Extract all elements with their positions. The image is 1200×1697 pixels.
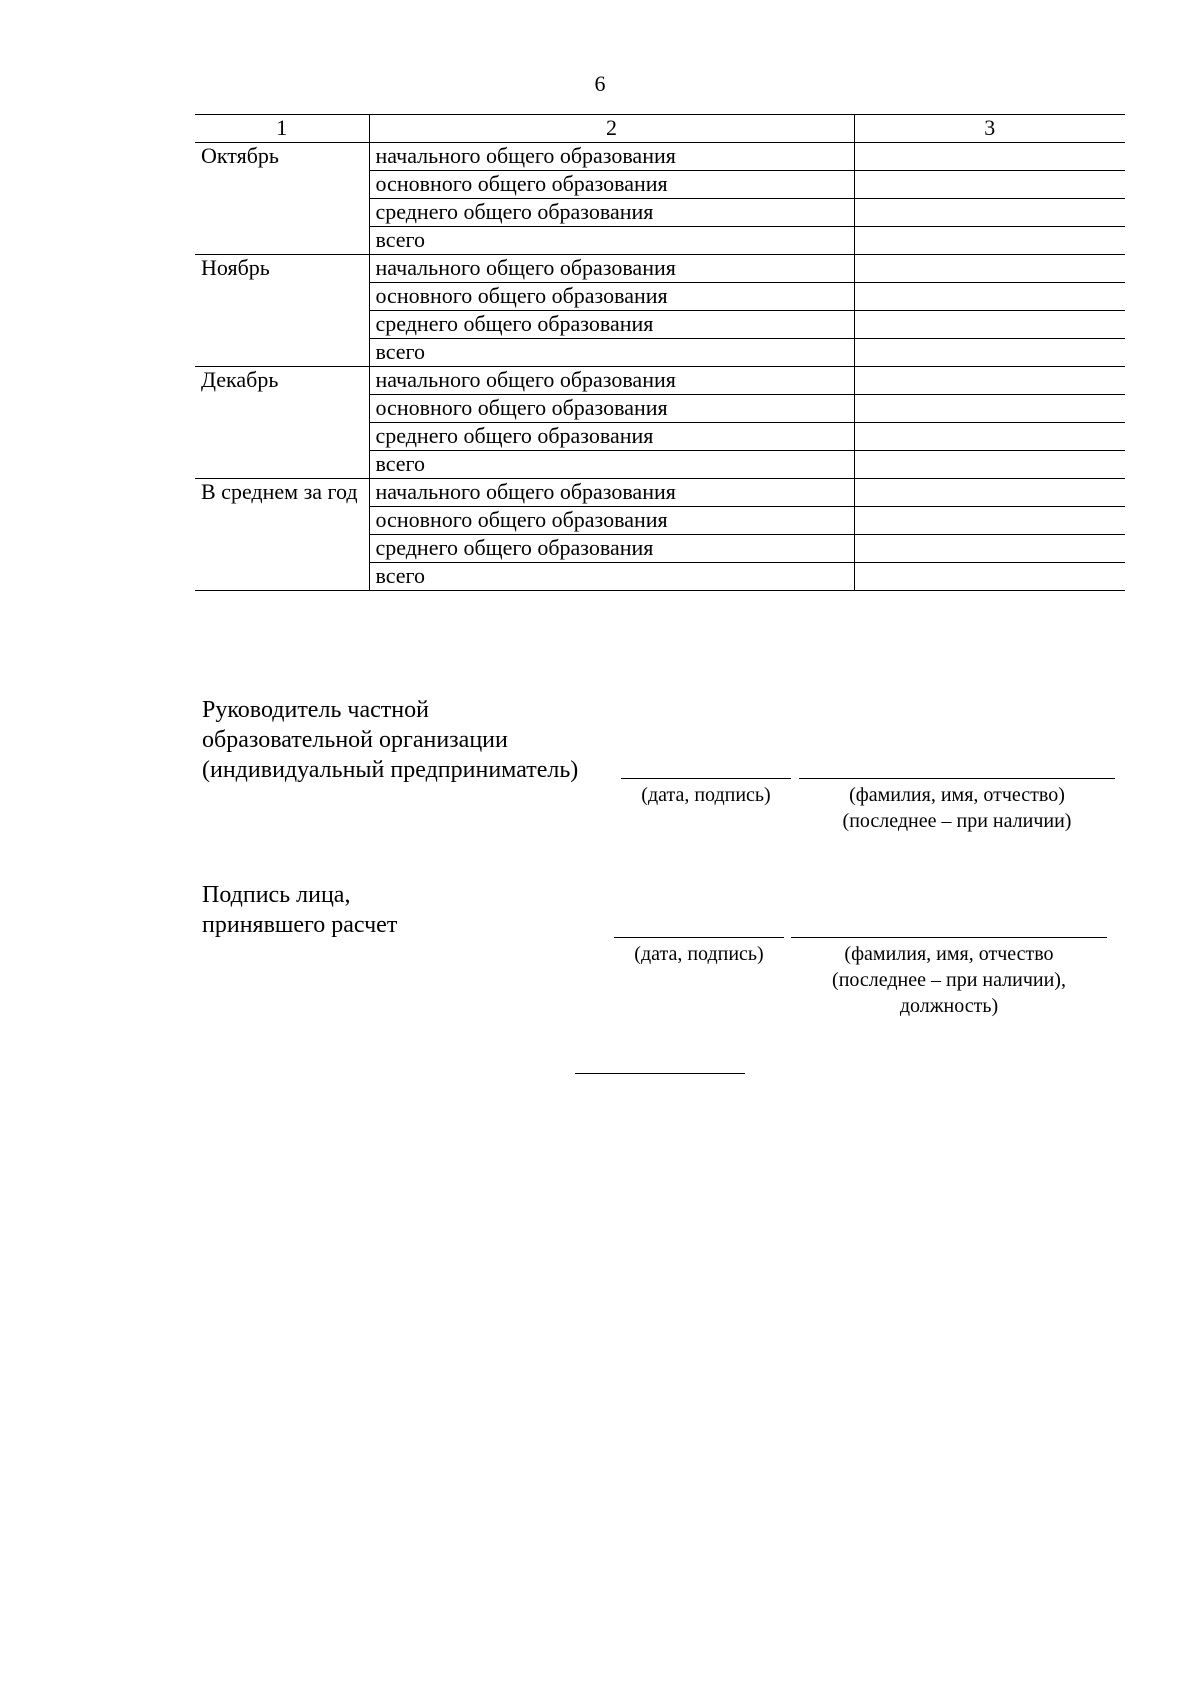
value-cell [854,199,1125,227]
head-name-caption [799,782,1115,834]
value-cell [854,171,1125,199]
value-cell [854,227,1125,255]
value-cell [854,451,1125,479]
period-cell: Ноябрь [195,255,369,367]
education-level-cell: всего [369,451,854,479]
education-level-cell: основного общего образования [369,171,854,199]
education-level-cell: среднего общего образования [369,535,854,563]
education-level-cell: среднего общего образования [369,199,854,227]
value-cell [854,143,1125,171]
table-row [195,143,1125,171]
receiver-name-caption [791,941,1107,1019]
head-name-line [799,778,1115,779]
receiver-signature-label [202,880,397,940]
table-header-row [195,115,1125,143]
head-date-caption: (дата, подпись) [641,784,771,806]
education-level-cell: основного общего образования [369,507,854,535]
value-cell [854,535,1125,563]
caption-line: должность) [899,995,999,1017]
head-date-signature-line [621,778,791,779]
period-cell: Декабрь [195,367,369,479]
receiver-name-line [791,937,1107,938]
education-level-cell: среднего общего образования [369,311,854,339]
education-level-cell: всего [369,339,854,367]
table-row [195,367,1125,395]
table-row [195,479,1125,507]
caption-line: (фамилия, имя, отчество [844,943,1054,965]
caption-line: (последнее – при наличии) [842,810,1072,832]
education-level-cell: основного общего образования [369,395,854,423]
signature-label-line: образовательной организации [202,727,508,753]
education-level-cell: начального общего образования [369,143,854,171]
value-cell [854,311,1125,339]
value-cell [854,367,1125,395]
caption-line: (фамилия, имя, отчество) [849,784,1065,806]
column-header: 2 [369,115,854,143]
education-level-cell: начального общего образования [369,367,854,395]
education-level-cell: всего [369,563,854,591]
signature-label-line: (индивидуальный предприниматель) [202,757,579,783]
education-level-cell: основного общего образования [369,283,854,311]
education-level-cell: всего [369,227,854,255]
column-header: 3 [854,115,1125,143]
value-cell [854,507,1125,535]
value-cell [854,255,1125,283]
value-cell [854,423,1125,451]
receiver-date-caption: (дата, подпись) [634,943,764,965]
signature-label-line: принявшего расчет [202,912,398,938]
value-cell [854,563,1125,591]
period-cell: В среднем за год [195,479,369,591]
page-number: 6 [594,71,606,96]
caption-line: (последнее – при наличии), [832,969,1066,991]
receiver-date-signature-line [614,937,784,938]
column-header: 1 [195,115,369,143]
head-signature-label [202,695,578,785]
signature-label-line: Подпись лица, [202,882,351,908]
calculation-table [195,114,1125,591]
signature-label-line: Руководитель частной [202,697,429,723]
period-cell: Октябрь [195,143,369,255]
value-cell [854,395,1125,423]
value-cell [854,339,1125,367]
end-separator-line [575,1073,745,1074]
education-level-cell: начального общего образования [369,479,854,507]
education-level-cell: начального общего образования [369,255,854,283]
value-cell [854,479,1125,507]
table-row [195,255,1125,283]
value-cell [854,283,1125,311]
education-level-cell: среднего общего образования [369,423,854,451]
